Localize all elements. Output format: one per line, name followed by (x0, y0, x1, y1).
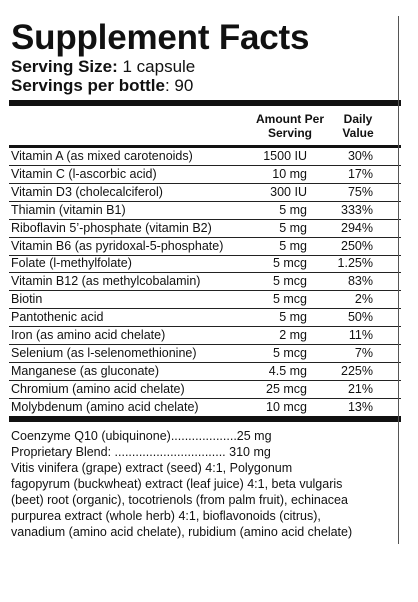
serving-size (11, 57, 195, 76)
servings-per-bottle (11, 76, 193, 95)
nutrient-amount: 5 mcg (272, 345, 307, 360)
nutrient-amount: 4.5 mg (268, 363, 307, 378)
nutrient-name: Biotin (11, 292, 43, 307)
nutrient-amount: 5 mg (279, 310, 307, 325)
nutrient-amount: 10 mcg (266, 399, 307, 414)
nutrient-row (9, 148, 401, 166)
nutrient-amount: 5 mg (279, 202, 307, 217)
nutrient-daily-value: 13% (347, 399, 373, 414)
nutrient-daily-value: 225% (341, 363, 373, 378)
nutrient-daily-value: 83% (347, 274, 373, 289)
nutrient-row (9, 273, 401, 291)
amount-header-line1: Amount Per (255, 112, 324, 126)
nutrient-amount: 5 mg (279, 220, 307, 235)
nutrient-row (9, 255, 401, 273)
nutrient-name: Manganese (as gluconate) (11, 363, 160, 378)
nutrient-amount: 2 mg (279, 328, 307, 342)
serving-size-value: 1 capsule (117, 57, 196, 76)
nutrient-row (9, 381, 401, 399)
nutrient-row (9, 291, 401, 309)
nutrient-name: Vitamin C (l-ascorbic acid) (11, 166, 157, 181)
nutrient-amount: 10 mg (272, 166, 307, 181)
nutrient-daily-value: 2% (354, 292, 373, 307)
nutrient-name: Pantothenic acid (11, 310, 104, 325)
supplement-facts-panel (7, 14, 405, 550)
blend-line: purpurea extract (whole herb) 4:1, bioflavonoids (citrus), (11, 509, 321, 523)
nutrient-amount: 5 mg (279, 238, 307, 253)
proprietary-blend-line: Proprietary Blend: ................................ 310 mg (11, 445, 271, 459)
nutrient-name: Thiamin (vitamin B1) (11, 202, 126, 217)
nutrient-row (9, 220, 401, 238)
nutrient-name: Vitamin A (as mixed carotenoids) (11, 149, 193, 163)
nutrient-name: Vitamin B12 (as methylcobalamin) (11, 274, 201, 289)
nutrient-daily-value: 75% (347, 184, 373, 199)
top-divider (9, 100, 401, 106)
daily-value-header (333, 112, 383, 140)
servings-value: : 90 (164, 76, 194, 95)
nutrient-row (9, 345, 401, 363)
blend-line: Vitis vinifera (grape) extract (seed) 4:1, Polygonum (11, 461, 293, 475)
bottom-divider (9, 416, 401, 422)
nutrient-daily-value: 30% (347, 149, 373, 163)
panel-title: Supplement Facts (11, 18, 310, 57)
nutrient-name: Iron (as amino acid chelate) (11, 328, 166, 342)
blend-line: (beet) root (organic), tocotrienols (from palm fruit), echinacea (11, 493, 348, 507)
amount-per-serving-header (247, 112, 333, 140)
nutrient-daily-value: 333% (341, 202, 373, 217)
blend-line: vanadium (amino acid chelate), rubidium (amino acid chelate) (11, 525, 353, 539)
nutrient-row (9, 327, 401, 345)
coq10-line: Coenzyme Q10 (ubiquinone)...................25 mg (11, 429, 272, 443)
nutrient-daily-value: 250% (341, 238, 373, 253)
nutrient-daily-value: 294% (341, 220, 373, 235)
dv-header-line1: Daily (343, 112, 373, 126)
nutrient-row (9, 363, 401, 381)
nutrient-row (9, 202, 401, 220)
nutrient-amount: 5 mcg (272, 274, 307, 289)
nutrient-row (9, 309, 401, 327)
nutrient-row (9, 184, 401, 202)
nutrient-daily-value: 11% (348, 328, 373, 342)
nutrient-daily-value: 50% (347, 310, 373, 325)
blend-ingredients (11, 460, 403, 540)
nutrient-name: Molybdenum (amino acid chelate) (11, 399, 199, 414)
nutrient-daily-value: 21% (347, 381, 373, 396)
nutrient-name: Riboflavin 5’-phosphate (vitamin B2) (11, 220, 212, 235)
nutrient-row (9, 166, 401, 184)
nutrient-name: Chromium (amino acid chelate) (11, 381, 185, 396)
footer-section (11, 428, 403, 540)
serving-size-label: Serving Size: (11, 57, 118, 76)
nutrient-amount: 5 mcg (272, 292, 307, 307)
amount-header-line2: Serving (267, 126, 312, 140)
nutrient-amount: 25 mcg (266, 381, 307, 396)
nutrient-amount: 5 mcg (272, 256, 307, 271)
panel-right-rule (398, 16, 399, 544)
nutrient-daily-value: 1.25% (337, 256, 373, 271)
nutrient-name: Vitamin B6 (as pyridoxal-5-phosphate) (11, 238, 224, 253)
nutrient-name: Folate (l-methylfolate) (11, 256, 132, 271)
nutrient-name: Vitamin D3 (cholecalciferol) (11, 184, 163, 199)
nutrient-daily-value: 7% (354, 345, 373, 360)
nutrient-name: Selenium (as l-selenomethionine) (11, 345, 197, 360)
servings-label: Servings per bottle (11, 76, 165, 95)
nutrient-daily-value: 17% (347, 166, 373, 181)
nutrient-amount: 300 IU (270, 184, 307, 199)
blend-line: fagopyrum (buckwheat) extract (leaf juice) 4:1, beta vulgaris (11, 477, 343, 491)
nutrient-amount: 1500 IU (263, 149, 307, 163)
dv-header-line2: Value (342, 126, 374, 140)
nutrient-row (9, 399, 401, 417)
nutrient-row (9, 238, 401, 256)
